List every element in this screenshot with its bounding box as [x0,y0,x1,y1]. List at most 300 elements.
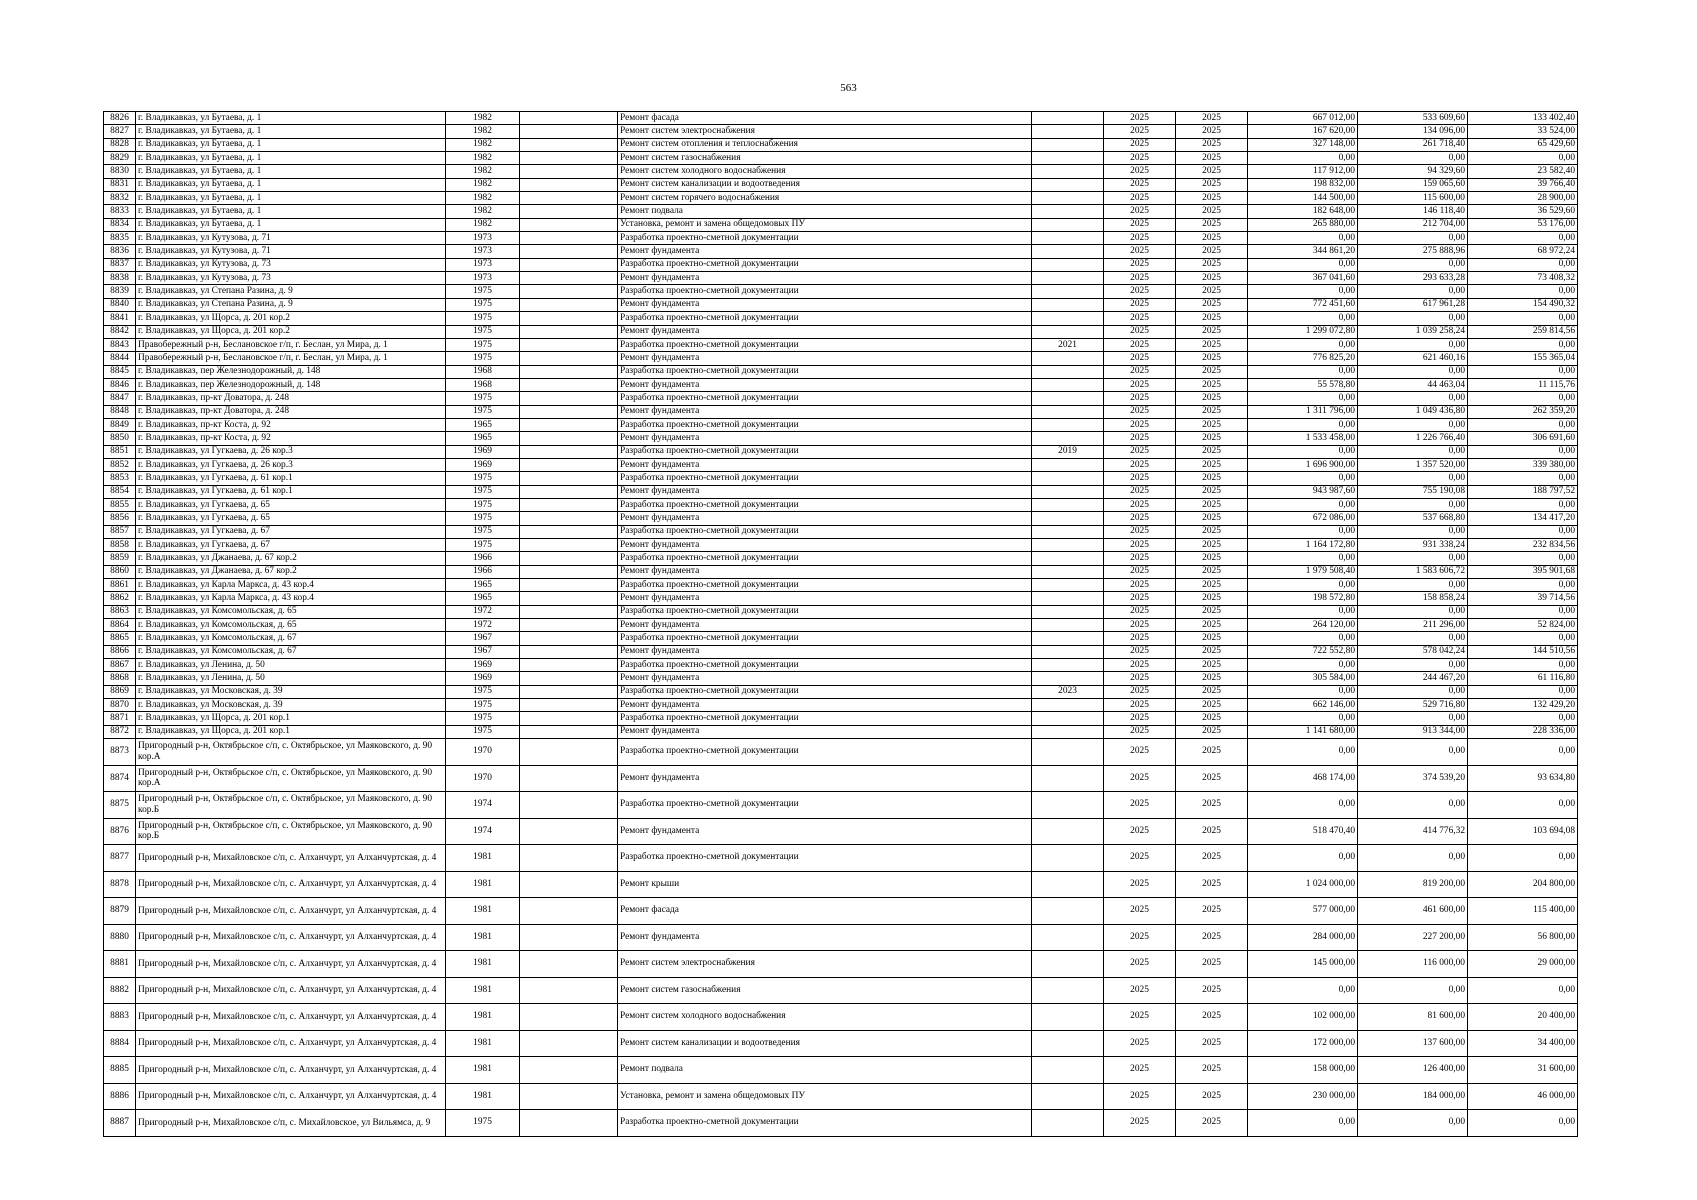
total-cost-cell: 943 987,60 [1248,485,1358,498]
row-number-cell: 8834 [104,218,136,231]
survey-year-cell [1032,378,1104,391]
plan-year-end-cell: 2025 [1176,712,1248,725]
fund-cost-cell: 261 718,40 [1358,138,1468,151]
address-cell: г. Владикавказ, пер Железнодорожный, д. 148 [136,365,446,378]
plan-year-start-cell: 2025 [1104,272,1176,285]
row-number-cell: 8879 [104,898,136,925]
other-cost-cell: 56 800,00 [1468,924,1578,951]
table-row [104,392,1578,405]
address-cell: г. Владикавказ, ул Щорса, д. 201 кор.1 [136,712,446,725]
fund-cost-cell: 0,00 [1358,445,1468,458]
plan-year-start-cell: 2025 [1104,645,1176,658]
total-cost-cell: 144 500,00 [1248,192,1358,205]
table-row [104,632,1578,645]
work-type-cell: Разработка проектно-сметной документации [618,365,1032,378]
plan-year-end-cell: 2025 [1176,405,1248,418]
other-cost-cell: 0,00 [1468,977,1578,1004]
work-type-cell: Разработка проектно-сметной документации [618,605,1032,618]
row-number-cell: 8864 [104,619,136,632]
table-row [104,338,1578,351]
other-cost-cell: 306 691,60 [1468,432,1578,445]
empty-cell [520,565,618,578]
build-year-cell: 1965 [446,579,520,592]
address-cell: г. Владикавказ, пер Железнодорожный, д. 148 [136,378,446,391]
plan-year-start-cell: 2025 [1104,365,1176,378]
address-cell: г. Владикавказ, ул Гугкаева, д. 26 кор.3 [136,445,446,458]
table-row [104,365,1578,378]
table-row [104,152,1578,165]
build-year-cell: 1975 [446,485,520,498]
work-type-cell: Ремонт систем холодного водоснабжения [618,165,1032,178]
row-number-cell: 8851 [104,445,136,458]
plan-year-end-cell: 2025 [1176,725,1248,738]
row-number-cell: 8883 [104,1004,136,1031]
fund-cost-cell: 0,00 [1358,845,1468,872]
work-type-cell: Ремонт фундамента [618,699,1032,712]
build-year-cell: 1982 [446,152,520,165]
build-year-cell: 1968 [446,365,520,378]
other-cost-cell: 0,00 [1468,685,1578,698]
work-type-cell: Ремонт фундамента [618,645,1032,658]
plan-year-start-cell: 2025 [1104,152,1176,165]
survey-year-cell [1032,392,1104,405]
plan-year-start-cell: 2025 [1104,792,1176,819]
fund-cost-cell: 755 190,08 [1358,485,1468,498]
fund-cost-cell: 461 600,00 [1358,898,1468,925]
table-row [104,512,1578,525]
plan-year-start-cell: 2025 [1104,592,1176,605]
table-row [104,112,1578,125]
plan-year-start-cell: 2025 [1104,445,1176,458]
address-cell: г. Владикавказ, пр-кт Доватора, д. 248 [136,405,446,418]
plan-year-start-cell: 2025 [1104,192,1176,205]
survey-year-cell [1032,218,1104,231]
row-number-cell: 8880 [104,924,136,951]
address-cell: г. Владикавказ, ул Бутаева, д. 1 [136,165,446,178]
survey-year-cell: 2023 [1032,685,1104,698]
total-cost-cell: 0,00 [1248,792,1358,819]
work-type-cell: Разработка проектно-сметной документации [618,792,1032,819]
row-number-cell: 8835 [104,232,136,245]
other-cost-cell: 0,00 [1468,258,1578,271]
row-number-cell: 8887 [104,1110,136,1137]
plan-year-end-cell: 2025 [1176,672,1248,685]
other-cost-cell: 53 176,00 [1468,218,1578,231]
empty-cell [520,685,618,698]
total-cost-cell: 0,00 [1248,472,1358,485]
plan-year-end-cell: 2025 [1176,765,1248,792]
plan-year-end-cell: 2025 [1176,685,1248,698]
build-year-cell: 1975 [446,312,520,325]
build-year-cell: 1981 [446,1030,520,1057]
other-cost-cell: 65 429,60 [1468,138,1578,151]
empty-cell [520,1030,618,1057]
table-row [104,818,1578,845]
work-type-cell: Разработка проектно-сметной документации [618,418,1032,431]
build-year-cell: 1969 [446,445,520,458]
row-number-cell: 8845 [104,365,136,378]
table-row [104,485,1578,498]
survey-year-cell [1032,272,1104,285]
address-cell: Пригородный р-н, Михайловское с/п, с. Алханчурт, ул Алханчуртская, д. 4 [136,1083,446,1110]
build-year-cell: 1975 [446,1110,520,1137]
plan-year-start-cell: 2025 [1104,405,1176,418]
plan-year-end-cell: 2025 [1176,165,1248,178]
address-cell: г. Владикавказ, ул Московская, д. 39 [136,685,446,698]
plan-year-end-cell: 2025 [1176,525,1248,538]
total-cost-cell: 0,00 [1248,338,1358,351]
build-year-cell: 1965 [446,592,520,605]
plan-year-end-cell: 2025 [1176,699,1248,712]
empty-cell [520,1110,618,1137]
row-number-cell: 8874 [104,765,136,792]
address-cell: Пригородный р-н, Октябрьское с/п, с. Октябрьское, ул Маяковского, д. 90 кор.А [136,765,446,792]
repair-registry-table [103,111,1578,1137]
fund-cost-cell: 0,00 [1358,258,1468,271]
row-number-cell: 8828 [104,138,136,151]
survey-year-cell [1032,924,1104,951]
survey-year-cell [1032,1030,1104,1057]
fund-cost-cell: 1 583 606,72 [1358,565,1468,578]
plan-year-end-cell: 2025 [1176,312,1248,325]
empty-cell [520,458,618,471]
build-year-cell: 1968 [446,378,520,391]
other-cost-cell: 0,00 [1468,285,1578,298]
build-year-cell: 1975 [446,352,520,365]
other-cost-cell: 29 000,00 [1468,951,1578,978]
fund-cost-cell: 819 200,00 [1358,871,1468,898]
work-type-cell: Разработка проектно-сметной документации [618,392,1032,405]
table-row [104,445,1578,458]
survey-year-cell [1032,951,1104,978]
address-cell: г. Владикавказ, ул Карла Маркса, д. 43 кор.4 [136,592,446,605]
row-number-cell: 8857 [104,525,136,538]
address-cell: г. Владикавказ, ул Степана Разина, д. 9 [136,285,446,298]
total-cost-cell: 518 470,40 [1248,818,1358,845]
address-cell: г. Владикавказ, ул Бутаева, д. 1 [136,205,446,218]
other-cost-cell: 0,00 [1468,152,1578,165]
total-cost-cell: 198 832,00 [1248,178,1358,191]
total-cost-cell: 468 174,00 [1248,765,1358,792]
fund-cost-cell: 0,00 [1358,659,1468,672]
table-row [104,725,1578,738]
address-cell: г. Владикавказ, ул Ленина, д. 50 [136,659,446,672]
row-number-cell: 8849 [104,418,136,431]
build-year-cell: 1973 [446,232,520,245]
plan-year-start-cell: 2025 [1104,605,1176,618]
total-cost-cell: 1 979 508,40 [1248,565,1358,578]
empty-cell [520,272,618,285]
work-type-cell: Ремонт фундамента [618,352,1032,365]
survey-year-cell [1032,458,1104,471]
work-type-cell: Ремонт фундамента [618,765,1032,792]
empty-cell [520,232,618,245]
plan-year-end-cell: 2025 [1176,632,1248,645]
row-number-cell: 8856 [104,512,136,525]
build-year-cell: 1981 [446,1057,520,1084]
empty-cell [520,365,618,378]
plan-year-start-cell: 2025 [1104,392,1176,405]
plan-year-end-cell: 2025 [1176,112,1248,125]
row-number-cell: 8884 [104,1030,136,1057]
empty-cell [520,1083,618,1110]
plan-year-start-cell: 2025 [1104,418,1176,431]
work-type-cell: Разработка проектно-сметной документации [618,258,1032,271]
fund-cost-cell: 244 467,20 [1358,672,1468,685]
survey-year-cell [1032,605,1104,618]
table-row [104,645,1578,658]
other-cost-cell: 0,00 [1468,605,1578,618]
address-cell: г. Владикавказ, ул Карла Маркса, д. 43 кор.4 [136,579,446,592]
plan-year-end-cell: 2025 [1176,498,1248,511]
fund-cost-cell: 94 329,60 [1358,165,1468,178]
work-type-cell: Разработка проектно-сметной документации [618,312,1032,325]
empty-cell [520,298,618,311]
build-year-cell: 1975 [446,472,520,485]
address-cell: г. Владикавказ, ул Джанаева, д. 67 кор.2 [136,552,446,565]
work-type-cell: Разработка проектно-сметной документации [618,685,1032,698]
empty-cell [520,312,618,325]
plan-year-end-cell: 2025 [1176,152,1248,165]
plan-year-start-cell: 2025 [1104,325,1176,338]
survey-year-cell [1032,165,1104,178]
row-number-cell: 8841 [104,312,136,325]
build-year-cell: 1970 [446,739,520,766]
survey-year-cell [1032,352,1104,365]
plan-year-end-cell: 2025 [1176,592,1248,605]
table-row [104,898,1578,925]
row-number-cell: 8861 [104,579,136,592]
work-type-cell: Ремонт систем канализации и водоотведения [618,178,1032,191]
table-row [104,712,1578,725]
plan-year-end-cell: 2025 [1176,1004,1248,1031]
plan-year-start-cell: 2025 [1104,338,1176,351]
plan-year-end-cell: 2025 [1176,512,1248,525]
fund-cost-cell: 184 000,00 [1358,1083,1468,1110]
table-row [104,272,1578,285]
fund-cost-cell: 0,00 [1358,285,1468,298]
plan-year-end-cell: 2025 [1176,619,1248,632]
empty-cell [520,845,618,872]
other-cost-cell: 204 800,00 [1468,871,1578,898]
row-number-cell: 8842 [104,325,136,338]
plan-year-end-cell: 2025 [1176,818,1248,845]
table-row [104,1030,1578,1057]
plan-year-start-cell: 2025 [1104,485,1176,498]
other-cost-cell: 0,00 [1468,659,1578,672]
build-year-cell: 1982 [446,178,520,191]
empty-cell [520,325,618,338]
plan-year-end-cell: 2025 [1176,392,1248,405]
build-year-cell: 1972 [446,605,520,618]
work-type-cell: Разработка проектно-сметной документации [618,632,1032,645]
total-cost-cell: 198 572,80 [1248,592,1358,605]
work-type-cell: Ремонт систем горячего водоснабжения [618,192,1032,205]
survey-year-cell [1032,898,1104,925]
fund-cost-cell: 212 704,00 [1358,218,1468,231]
total-cost-cell: 1 533 458,00 [1248,432,1358,445]
table-row [104,432,1578,445]
work-type-cell: Разработка проектно-сметной документации [618,445,1032,458]
empty-cell [520,579,618,592]
plan-year-start-cell: 2025 [1104,1004,1176,1031]
plan-year-end-cell: 2025 [1176,552,1248,565]
build-year-cell: 1975 [446,325,520,338]
survey-year-cell [1032,792,1104,819]
build-year-cell: 1974 [446,792,520,819]
plan-year-start-cell: 2025 [1104,298,1176,311]
survey-year-cell [1032,405,1104,418]
total-cost-cell: 284 000,00 [1248,924,1358,951]
other-cost-cell: 0,00 [1468,365,1578,378]
fund-cost-cell: 0,00 [1358,338,1468,351]
table-row [104,218,1578,231]
work-type-cell: Ремонт фундамента [618,725,1032,738]
total-cost-cell: 102 000,00 [1248,1004,1358,1031]
address-cell: г. Владикавказ, ул Щорса, д. 201 кор.2 [136,325,446,338]
total-cost-cell: 672 086,00 [1248,512,1358,525]
build-year-cell: 1981 [446,871,520,898]
row-number-cell: 8853 [104,472,136,485]
plan-year-start-cell: 2025 [1104,245,1176,258]
work-type-cell: Ремонт фундамента [618,325,1032,338]
address-cell: Пригородный р-н, Октябрьское с/п, с. Октябрьское, ул Маяковского, д. 90 кор.Б [136,818,446,845]
row-number-cell: 8848 [104,405,136,418]
plan-year-start-cell: 2025 [1104,178,1176,191]
survey-year-cell [1032,192,1104,205]
row-number-cell: 8865 [104,632,136,645]
build-year-cell: 1974 [446,818,520,845]
build-year-cell: 1966 [446,565,520,578]
empty-cell [520,498,618,511]
address-cell: г. Владикавказ, ул Московская, д. 39 [136,699,446,712]
address-cell: г. Владикавказ, ул Комсомольская, д. 65 [136,605,446,618]
row-number-cell: 8832 [104,192,136,205]
fund-cost-cell: 0,00 [1358,392,1468,405]
row-number-cell: 8839 [104,285,136,298]
total-cost-cell: 0,00 [1248,312,1358,325]
empty-cell [520,205,618,218]
address-cell: г. Владикавказ, ул Комсомольская, д. 67 [136,645,446,658]
work-type-cell: Ремонт крыши [618,871,1032,898]
work-type-cell: Разработка проектно-сметной документации [618,525,1032,538]
empty-cell [520,951,618,978]
build-year-cell: 1970 [446,765,520,792]
empty-cell [520,1057,618,1084]
address-cell: г. Владикавказ, ул Бутаева, д. 1 [136,192,446,205]
table-row [104,472,1578,485]
survey-year-cell [1032,232,1104,245]
total-cost-cell: 0,00 [1248,285,1358,298]
row-number-cell: 8836 [104,245,136,258]
plan-year-start-cell: 2025 [1104,1030,1176,1057]
survey-year-cell [1032,125,1104,138]
plan-year-end-cell: 2025 [1176,739,1248,766]
build-year-cell: 1975 [446,539,520,552]
survey-year-cell [1032,298,1104,311]
fund-cost-cell: 0,00 [1358,152,1468,165]
survey-year-cell [1032,672,1104,685]
address-cell: г. Владикавказ, ул Гугкаева, д. 61 кор.1 [136,485,446,498]
plan-year-start-cell: 2025 [1104,312,1176,325]
other-cost-cell: 11 115,76 [1468,378,1578,391]
plan-year-start-cell: 2025 [1104,205,1176,218]
empty-cell [520,152,618,165]
survey-year-cell [1032,525,1104,538]
total-cost-cell: 722 552,80 [1248,645,1358,658]
row-number-cell: 8873 [104,739,136,766]
empty-cell [520,258,618,271]
plan-year-end-cell: 2025 [1176,138,1248,151]
other-cost-cell: 0,00 [1468,232,1578,245]
address-cell: г. Владикавказ, ул Гугкаева, д. 67 [136,525,446,538]
address-cell: г. Владикавказ, ул Степана Разина, д. 9 [136,298,446,311]
address-cell: г. Владикавказ, ул Гугкаева, д. 65 [136,512,446,525]
survey-year-cell [1032,258,1104,271]
work-type-cell: Разработка проектно-сметной документации [618,845,1032,872]
address-cell: г. Владикавказ, ул Кутузова, д. 71 [136,245,446,258]
build-year-cell: 1966 [446,552,520,565]
build-year-cell: 1965 [446,418,520,431]
survey-year-cell [1032,138,1104,151]
row-number-cell: 8860 [104,565,136,578]
empty-cell [520,645,618,658]
work-type-cell: Ремонт фундамента [618,458,1032,471]
address-cell: г. Владикавказ, ул Гугкаева, д. 26 кор.3 [136,458,446,471]
fund-cost-cell: 0,00 [1358,552,1468,565]
plan-year-end-cell: 2025 [1176,845,1248,872]
address-cell: г. Владикавказ, ул Гугкаева, д. 67 [136,539,446,552]
plan-year-start-cell: 2025 [1104,977,1176,1004]
other-cost-cell: 0,00 [1468,525,1578,538]
row-number-cell: 8852 [104,458,136,471]
build-year-cell: 1965 [446,432,520,445]
table-row [104,672,1578,685]
build-year-cell: 1982 [446,138,520,151]
total-cost-cell: 0,00 [1248,418,1358,431]
fund-cost-cell: 0,00 [1358,1110,1468,1137]
address-cell: г. Владикавказ, ул Джанаева, д. 67 кор.2 [136,565,446,578]
row-number-cell: 8882 [104,977,136,1004]
address-cell: Пригородный р-н, Михайловское с/п, с. Алханчурт, ул Алханчуртская, д. 4 [136,871,446,898]
work-type-cell: Установка, ремонт и замена общедомовых ПУ [618,1083,1032,1110]
row-number-cell: 8876 [104,818,136,845]
address-cell: Пригородный р-н, Михайловское с/п, с. Алханчурт, ул Алханчуртская, д. 4 [136,977,446,1004]
table-row [104,579,1578,592]
fund-cost-cell: 529 716,80 [1358,699,1468,712]
total-cost-cell: 0,00 [1248,445,1358,458]
survey-year-cell [1032,152,1104,165]
fund-cost-cell: 0,00 [1358,712,1468,725]
fund-cost-cell: 0,00 [1358,792,1468,819]
table-row [104,951,1578,978]
empty-cell [520,218,618,231]
other-cost-cell: 132 429,20 [1468,699,1578,712]
address-cell: Пригородный р-н, Михайловское с/п, с. Михайловское, ул Вильямса, д. 9 [136,1110,446,1137]
table-row [104,977,1578,1004]
survey-year-cell [1032,1057,1104,1084]
other-cost-cell: 0,00 [1468,579,1578,592]
row-number-cell: 8833 [104,205,136,218]
total-cost-cell: 172 000,00 [1248,1030,1358,1057]
empty-cell [520,898,618,925]
plan-year-start-cell: 2025 [1104,659,1176,672]
other-cost-cell: 144 510,56 [1468,645,1578,658]
row-number-cell: 8837 [104,258,136,271]
fund-cost-cell: 0,00 [1358,312,1468,325]
fund-cost-cell: 0,00 [1358,498,1468,511]
work-type-cell: Ремонт фундамента [618,672,1032,685]
